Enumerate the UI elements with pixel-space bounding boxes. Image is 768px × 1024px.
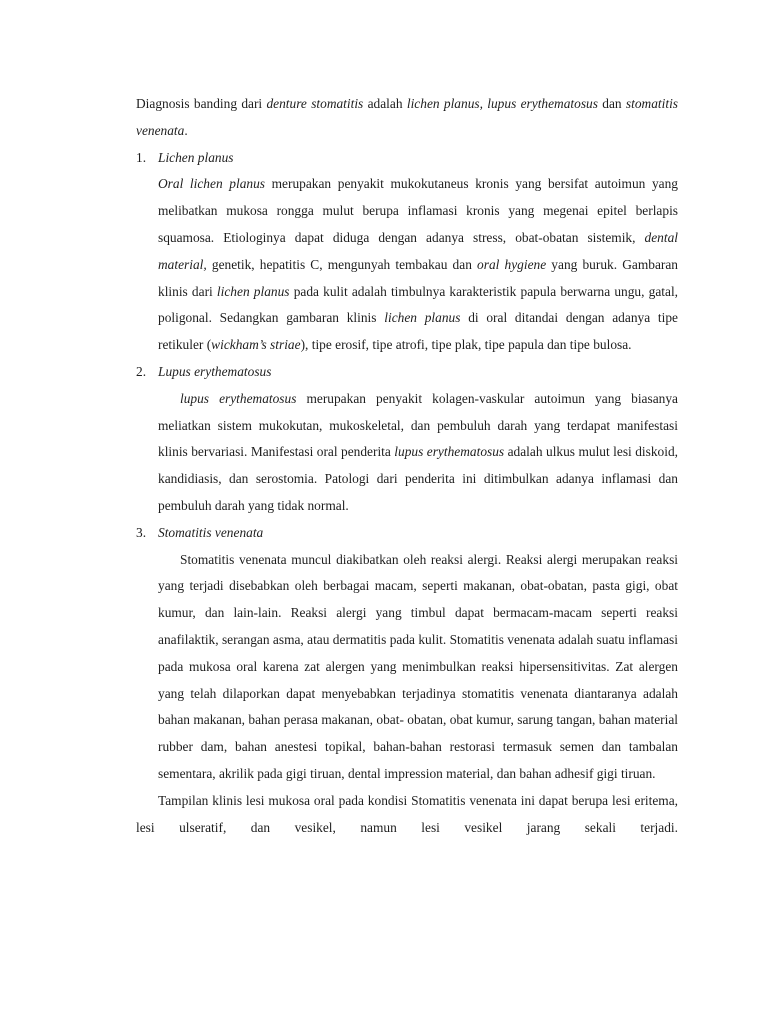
item-1-term-dental-material: dental material,: [158, 229, 678, 272]
item-3-text-a: Stomatitis venenata muncul diakibatkan oleh reaksi alergi. Reaksi alergi merupakan reaksi yang terjadi disebabkan oleh berbagai macam, seperti makanan, obat-obatan, pasta gigi, obat kumur, dan lain-lain. Reaksi alergi yang timbul dapat bermacam-macam seperti reaksi anafilaktik, serangan asma, atau dermatitis pada kulit. Stomatitis venenata adalah suatu inflamasi pada mukosa oral karena zat alergen yang menimbulkan reaksi hipersensitivitas. Zat alergen yang telah dilaporkan dapat menyebabkan terjadinya stomatitis venenata diantaranya adalah bahan makanan, bahan perasa makanan, obat- obatan, obat kumur, sarung tangan, bahan material rubber dam, bahan anestesi topikal, bahan-bahan restorasi termasuk semen dan tambalan sementara, akrilik pada gigi tiruan, dental impression material, dan bahan adhesif gigi tiruan.: [158, 551, 678, 781]
list-item-2-body: [158, 386, 678, 520]
item-3-text-b: Tampilan klinis lesi mukosa oral pada kondisi Stomatitis venenata ini dapat berupa lesi eritema, lesi ulseratif, dan vesikel, namun lesi vesikel jarang sekali terjadi.: [136, 792, 678, 835]
item-1-text-c: yang buruk. Gambaran klinis dari: [158, 256, 678, 299]
item-1-term-lichen-planus-a: lichen planus: [216, 283, 290, 299]
item-1-term-lichen-planus-b: lichen planus: [384, 310, 461, 326]
intro-paragraph: [136, 91, 678, 145]
intro-term-stomatitis-venenata: stomatitis venenata: [136, 96, 679, 138]
list-item-2-title: Lupus erythematosus: [158, 363, 272, 379]
item-1-text-d: pada kulit adalah timbulnya karakteristik papula berwarna ungu, gatal, poligonal. Sedangkan gambaran klinis: [158, 283, 679, 326]
intro-term-lichen-lupus: lichen planus, lupus erythematosus: [406, 96, 598, 111]
list-item-1-heading: [136, 145, 678, 172]
item-2-term-lupus-b: lupus erythematosus: [394, 444, 505, 460]
item-1-term-oral-lichen-planus: Oral lichen planus: [158, 176, 265, 192]
item-1-text-f: ), tipe erosif, tipe atrofi, tipe plak, tipe papula dan tipe bulosa.: [300, 337, 632, 353]
intro-text-1: Diagnosis banding dari: [136, 96, 267, 111]
list-item-2-heading: [136, 359, 678, 386]
item-2-text-b: adalah ulkus mulut lesi diskoid, kandidiasis, dan serostomia. Patologi dari penderita ini ditimbulkan adanya inflamasi dan pembuluh darah yang tidak normal.: [158, 444, 679, 513]
item-2-term-lupus-a: lupus erythematosus: [180, 390, 297, 406]
list-item-2-number: 2.: [136, 363, 147, 379]
item-1-text-e: di oral ditandai dengan adanya tipe retikuler (: [158, 310, 678, 353]
item-1-text-a: merupakan penyakit mukokutaneus kronis yang bersifat autoimun yang melibatkan mukosa rongga mulut berupa inflamasi kronis yang megenai epitel berlapis squamosa. Etiologinya dapat diduga dengan adanya stress, obat-obatan sistemik,: [158, 176, 678, 245]
item-2-text-a: merupakan penyakit kolagen-vaskular autoimun yang biasanya meliatkan sistem mukokutan, mukoskeletal, dan pembuluh darah yang terdapat manifestasi klinis bervariasi. Manifestasi oral penderita: [158, 390, 678, 460]
item-1-term-oral-hygiene: oral hygiene: [477, 256, 547, 272]
list-item-3-body-paragraph-2: [136, 788, 678, 842]
intro-text-4: .: [184, 122, 188, 138]
intro-term-denture-stomatitis: denture stomatitis: [266, 96, 364, 111]
list-item-3-number: 3.: [136, 524, 147, 540]
list-item-1-body: [158, 171, 678, 359]
list-item-1-number: 1.: [136, 149, 147, 165]
list-item-3-body-paragraph-1: [158, 547, 678, 788]
intro-text-2: adalah: [363, 96, 407, 111]
list-item-1-title: Lichen planus: [158, 149, 234, 165]
item-1-text-b: genetik, hepatitis C, mengunyah tembakau dan: [206, 256, 478, 272]
item-1-term-wickhams-striae: wickham’s striae: [211, 337, 301, 353]
intro-text-3: dan: [597, 96, 626, 111]
document-content: [136, 91, 678, 841]
list-item-3-title: Stomatitis venenata: [158, 524, 264, 540]
list-item-3-heading: [136, 520, 678, 547]
